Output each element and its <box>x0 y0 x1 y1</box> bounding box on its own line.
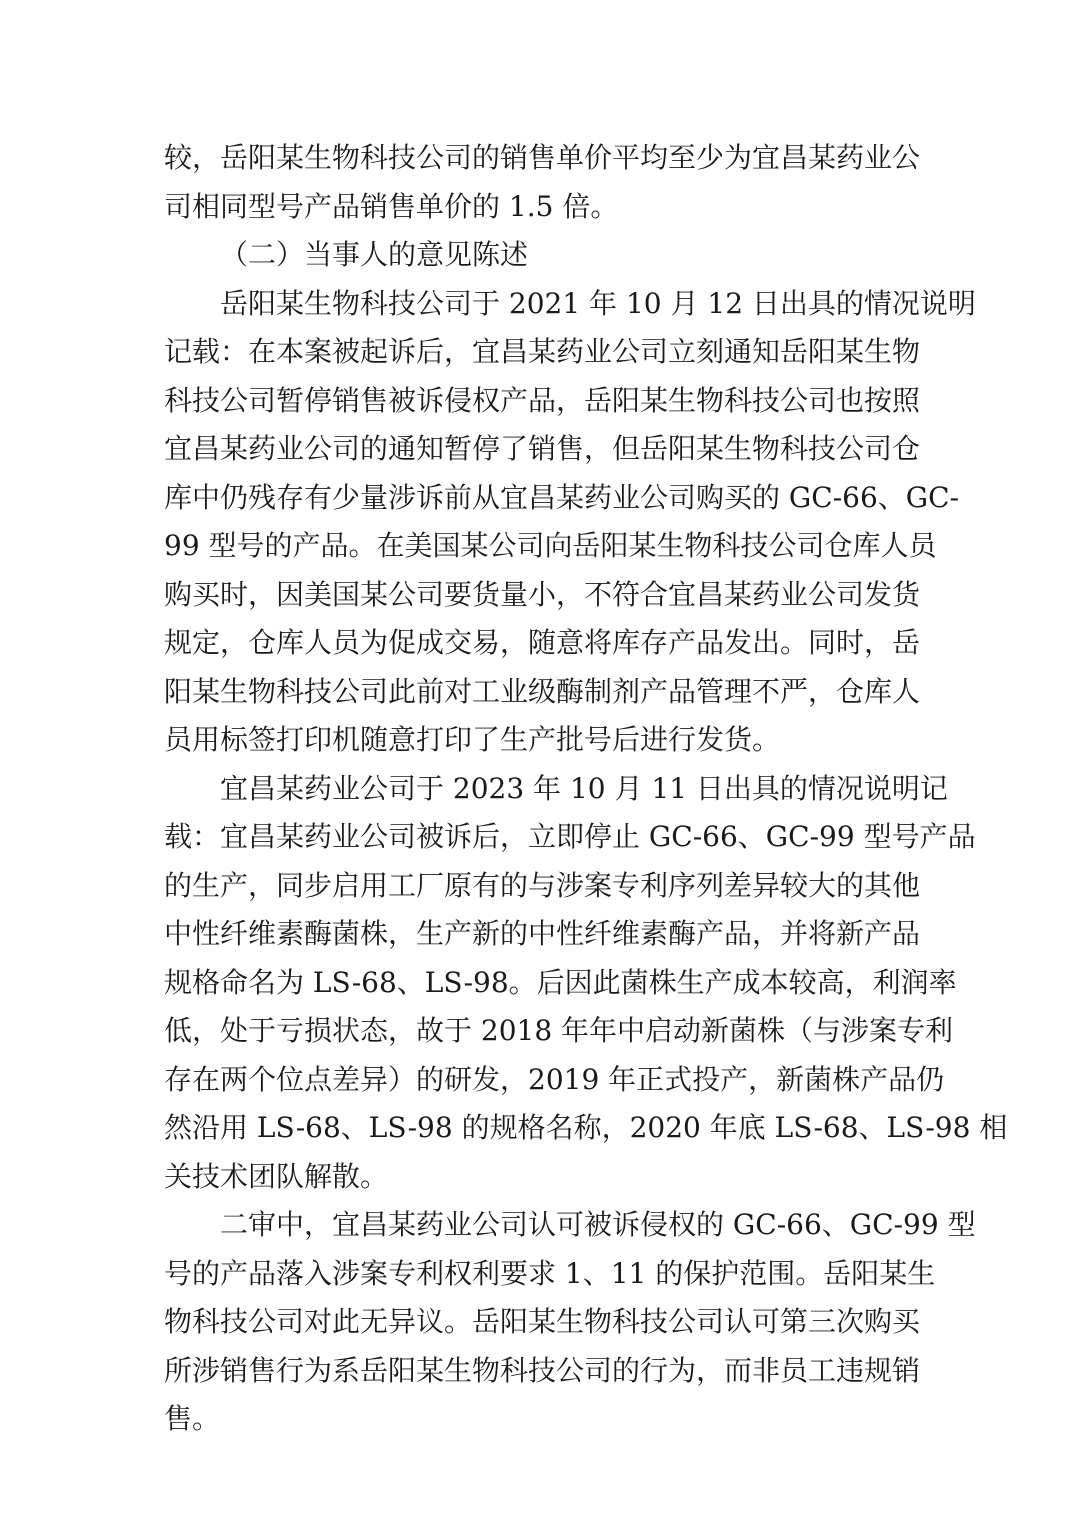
text-line: 规定，仓库人员为促成交易，随意将库存产品发出。同时，岳 <box>164 626 921 659</box>
text-line: 库中仍残存有少量涉诉前从宜昌某药业公司购买的 GC-66、GC- <box>164 480 960 514</box>
text-line: 存在两个位点差异）的研发，2019 年正式投产，新菌株产品仍 <box>164 1062 945 1096</box>
text-line: 99 型号的产品。在美国某公司向岳阳某生物科技公司仓库人员 <box>164 529 937 562</box>
document-body <box>164 134 1008 1444</box>
section-heading: （二）当事人的意见陈述 <box>220 238 529 271</box>
text-line: 售。 <box>164 1402 221 1435</box>
text-line: 员用标签打印机随意打印了生产批号后进行发货。 <box>164 723 781 756</box>
text-line: 记载：在本案被起诉后，宜昌某药业公司立刻通知岳阳某生物 <box>164 335 921 368</box>
text-line: 然沿用 LS-68、LS-98 的规格名称，2020 年底 LS-68、LS-98 相 <box>164 1111 1008 1144</box>
text-line: 二审中，宜昌某药业公司认可被诉侵权的 GC-66、GC-99 型 <box>220 1208 976 1241</box>
text-line: 购买时，因美国某公司要货量小，不符合宜昌某药业公司发货 <box>164 577 921 611</box>
text-line: 关技术团队解散。 <box>164 1159 389 1193</box>
text-line: 科技公司暂停销售被诉侵权产品，岳阳某生物科技公司也按照 <box>164 383 921 417</box>
text-line: 较，岳阳某生物科技公司的销售单价平均至少为宜昌某药业公 <box>164 141 921 174</box>
text-line: 阳某生物科技公司此前对工业级酶制剂产品管理不严，仓库人 <box>164 674 921 708</box>
text-line: 号的产品落入涉案专利权利要求 1、11 的保护范围。岳阳某生 <box>164 1256 936 1290</box>
text-line: 岳阳某生物科技公司于 2021 年 10 月 12 日出具的情况说明 <box>220 286 976 320</box>
text-line: 的生产，同步启用工厂原有的与涉案专利序列差异较大的其他 <box>164 868 921 902</box>
text-line: 宜昌某药业公司的通知暂停了销售，但岳阳某生物科技公司仓 <box>164 432 921 465</box>
text-line: 物科技公司对此无异议。岳阳某生物科技公司认可第三次购买 <box>164 1305 921 1338</box>
text-line: 所涉销售行为系岳阳某生物科技公司的行为，而非员工违规销 <box>164 1353 921 1387</box>
text-line: 司相同型号产品销售单价的 1.5 倍。 <box>164 189 619 223</box>
text-line: 规格命名为 LS-68、LS-98。后因此菌株生产成本较高，利润率 <box>164 965 957 999</box>
text-line: 中性纤维素酶菌株，生产新的中性纤维素酶产品，并将新产品 <box>164 917 921 950</box>
text-line: 载：宜昌某药业公司被诉后，立即停止 GC-66、GC-99 型号产品 <box>164 820 976 853</box>
text-line: 低，处于亏损状态，故于 2018 年年中启动新菌株（与涉案专利 <box>164 1014 954 1047</box>
text-line: 宜昌某药业公司于 2023 年 10 月 11 日出具的情况说明记 <box>220 771 948 805</box>
